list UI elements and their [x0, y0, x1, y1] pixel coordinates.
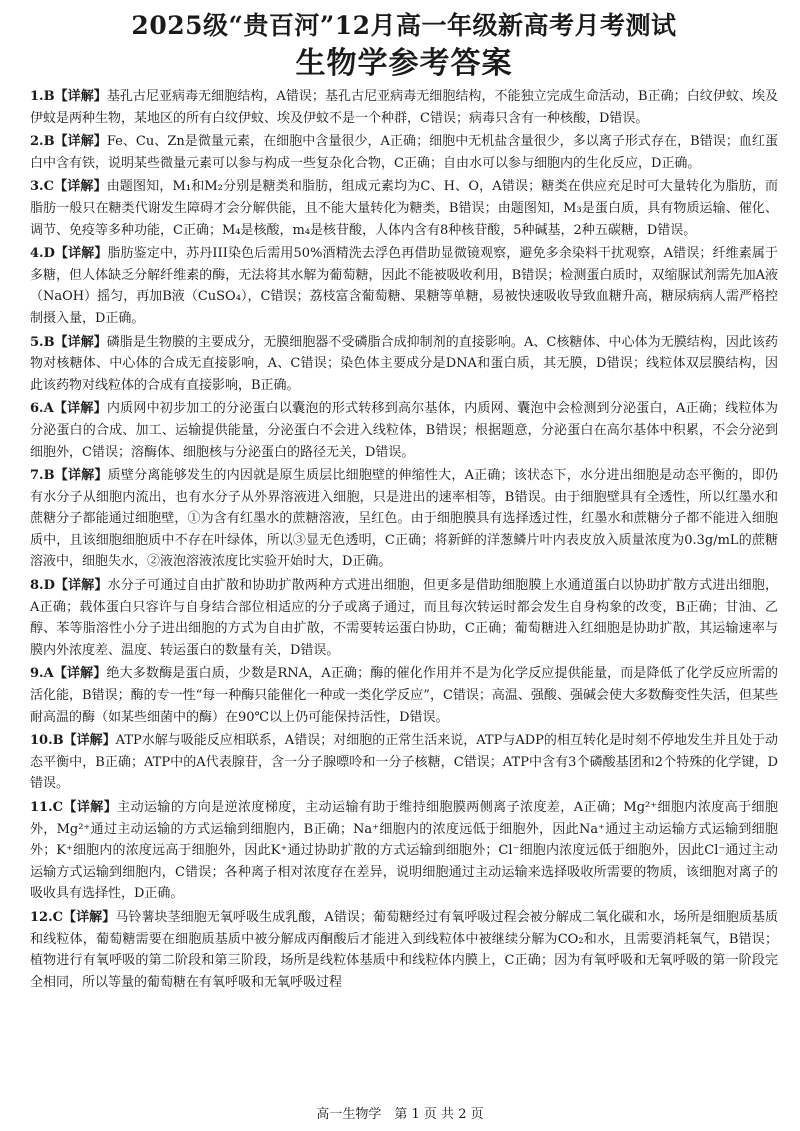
answer-item-6 [30, 398, 778, 463]
answer-item-5 [30, 332, 778, 397]
explanation-text: 主动运输的方向是逆浓度梯度，主动运输有助于维持细胞膜两侧离子浓度差，A正确；Mg²⁺细胞内浓度高于细胞外，Mg²⁺通过主动运输的方式运输到细胞内，B正确；Na⁺细胞内的浓度远低于细胞外，因此Na⁺通过主动运输方式运输到细胞外；K⁺细胞内的浓度远高于细胞外，因此K⁺通过协助扩散的方式运输到细胞外；Cl⁻细胞内浓度远低于细胞外，因此Cl⁻通过主动运输方式运输到细胞内，C错误；各种离子相对浓度存在差异，说明细胞通过主动运输来选择吸收所需要的物质，该细胞对离子的吸收具有选择性，D正确。 [30, 800, 778, 902]
explanation-tag: 【详解】 [62, 800, 118, 815]
explanation-text: 绝大多数酶是蛋白质，少数是RNA，A正确；酶的催化作用并不是为化学反应提供能量，而是降低了化学反应所需的活化能，B错误；酶的专一性“每一种酶只能催化一种或一类化学反应”，C错误；高温、强酸、强碱会使大多数酶变性失活，但某些耐高温的酶（如某些细菌中的酶）在90℃以上仍可能保持活性，D错误。 [30, 666, 778, 725]
explanation-text: 脂肪鉴定中，苏丹III染色后需用50%酒精洗去浮色再借助显微镜观察，避免多余染料干扰观察，A错误；纤维素属于多糖，但人体缺乏分解纤维素的酶，无法将其水解为葡萄糖，因此不能被吸收利用，B错误；检测蛋白质时，双缩脲试剂需先加A液（NaOH）摇匀，再加B液（CuSO₄），C错误；荔枝富含葡萄糖、果糖等单糖，易被快速吸收导致血糖升高，糖尿病病人需严格控制摄入量，D正确。 [30, 246, 778, 326]
explanation-text: 马铃薯块茎细胞无氧呼吸生成乳酸，A错误；葡萄糖经过有氧呼吸过程会被分解成二氧化碳和水，场所是细胞质基质和线粒体，葡萄糖需要在细胞质基质中被分解成丙酮酸后才能进入到线粒体中被继续分解为CO₂和水，且需要消耗氧气，B错误；植物进行有氧呼吸的第二阶段和第三阶段，场所是线粒体基质中和线粒体内膜上，C正确；因为有氧呼吸和无氧呼吸的第一阶段完全相同，所以等量的葡萄糖在有氧呼吸和无氧呼吸过程 [30, 909, 778, 990]
answer-number: 12. [30, 909, 53, 925]
answer-item-4 [30, 243, 778, 329]
explanation-text: 质壁分离能够发生的内因就是原生质层比细胞壁的伸缩性大，A正确；该状态下，水分进出细胞是动态平衡的，即仍有水分子从细胞内流出，也有水分子从外界溶液进入细胞，只是进出的速率相等，B错误。由于细胞壁具有全透性，所以红墨水和蔗糖分子都能通过细胞壁，①为含有红墨水的蔗糖溶液，呈红色。由于细胞膜具有选择透过性，红墨水和蔗糖分子都不能进入细胞质中，且该细胞细胞质中不存在叶绿体，所以③显无色透明，C正确；将新鲜的洋葱鳞片叶内表皮放入质量浓度为0.3g/mL的蔗糖溶液中，细胞失水，②液泡溶液浓度比实验开始时大，D正确。 [30, 468, 778, 570]
answer-choice: C [43, 179, 54, 195]
explanation-tag: 【详解】 [54, 246, 108, 262]
answer-number: 1. [30, 89, 44, 104]
answer-number: 4. [30, 246, 44, 262]
explanation-text: 由题图知，M₁和M₂分别是糖类和脂肪，组成元素均为C、H、O，A错误；糖类在供应充足时可大量转化为脂肪，而脂肪一般只在糖类代谢发生障碍才会分解供能，且不能大量转化为糖类，B错误；由题图知，M₃是蛋白质，具有物质运输、催化、调节、免疫等多种功能，C正确；M₄是核酸，m₄是核苷酸，人体内含有8种核苷酸，5种碱基，2种五碳糖，D错误。 [30, 179, 778, 238]
answer-number: 7. [30, 468, 44, 484]
explanation-text: 基孔古尼亚病毒无细胞结构，A错误；基孔古尼亚病毒无细胞结构，不能独立完成生命活动，B正确；白纹伊蚊、埃及伊蚊是两种生物，某地区的所有白纹伊蚊、埃及伊蚊不是一个种群，C错误；病毒只含有一种核酸，D错误。 [30, 89, 778, 126]
answer-number: 10. [30, 733, 53, 749]
answer-choice: B [43, 468, 55, 484]
answer-choice: D [43, 246, 55, 262]
answer-item-9 [30, 663, 778, 728]
answer-item-7 [30, 465, 778, 573]
explanation-tag: 【详解】 [53, 179, 107, 195]
answer-choice: B [43, 334, 55, 350]
answer-choice: B [52, 733, 64, 749]
answer-item-1 [30, 86, 778, 129]
answer-choice: B [43, 89, 55, 104]
explanation-tag: 【详解】 [53, 666, 107, 682]
exam-title: 2025级“贵百河”12月高一年级新高考月考测试 [131, 11, 677, 40]
answer-number: 6. [30, 401, 44, 417]
explanation-tag: 【详解】 [63, 733, 116, 749]
explanation-tag: 【详解】 [54, 89, 107, 104]
answer-list [30, 86, 778, 993]
answer-choice: A [43, 666, 54, 682]
answer-choice: B [43, 134, 55, 150]
explanation-tag: 【详解】 [54, 468, 108, 484]
answer-item-10 [30, 730, 778, 795]
explanation-text: Fe、Cu、Zn是微量元素，在细胞中含量很少，A正确；细胞中无机盐含量很少，多以离子形式存在，B错误；血红蛋白中含有铁，说明某些微量元素可以参与构成一些复杂化合物，C正确；自由水可以参与细胞内的生化反应，D正确。 [30, 134, 778, 171]
explanation-text: 内质网中初步加工的分泌蛋白以囊泡的形式转移到高尔基体，内质网、囊泡中会检测到分泌蛋白，A正确；线粒体为分泌蛋白的合成、加工、运输提供能量，分泌蛋白不会进入线粒体，B错误；根据题意，分泌蛋白在高尔基体中积累，不会分泌到细胞外，C错误；溶酶体、细胞核与分泌蛋白的路径无关，D错误。 [30, 401, 778, 460]
answer-number: 3. [30, 179, 44, 195]
explanation-text: ATP水解与吸能反应相联系，A错误；对细胞的正常生活来说，ATP与ADP的相互转化是时刻不停地发生并且处于动态平衡中，B正确；ATP中的A代表腺苷，含一分子腺嘌呤和一分子核糖，C错误；ATP中含有3个磷酸基团和2个特殊的化学键，D错误。 [30, 733, 778, 792]
answer-number: 2. [30, 134, 44, 150]
explanation-tag: 【详解】 [62, 909, 116, 925]
answer-item-2 [30, 131, 778, 174]
answer-choice: D [43, 578, 55, 594]
explanation-text: 磷脂是生物膜的主要成分，无膜细胞器不受磷脂合成抑制剂的直接影响。A、C核糖体、中心体为无膜结构，因此该药物对核糖体、中心体的合成无直接影响，A、C错误；染色体主要成分是DNA和蛋白质，其无膜，D错误；线粒体双层膜结构，因此该药物对线粒体的合成有直接影响，B正确。 [30, 334, 778, 393]
explanation-text: 水分子可通过自由扩散和协助扩散两种方式进出细胞，但更多是借助细胞膜上水通道蛋白以协助扩散方式进出细胞，A正确；载体蛋白只容许与自身结合部位相适应的分子或离子通过，而且每次转运时都会发生自身构象的改变，B正确；甘油、乙醇、苯等脂溶性小分子进出细胞的方式为自由扩散，不需要转运蛋白协助，C正确；葡萄糖进入红细胞是协助扩散，其运输速率与膜内外浓度差、温度、转运蛋白的数量有关，D错误。 [30, 578, 778, 658]
page-footer: 高一生物学 第 1 页 共 2 页 [316, 1107, 484, 1122]
answer-item-3 [30, 176, 778, 241]
explanation-tag: 【详解】 [54, 334, 107, 350]
answer-choice: A [43, 401, 54, 417]
explanation-tag: 【详解】 [54, 578, 108, 594]
answer-number: 11. [30, 800, 53, 815]
answer-number: 9. [30, 666, 44, 682]
answer-key-title: 生物学参考答案 [295, 46, 513, 81]
answer-item-12 [30, 907, 778, 993]
answer-choice: C [52, 909, 63, 925]
answer-choice: C [52, 800, 63, 815]
answer-number: 5. [30, 334, 44, 350]
answer-number: 8. [30, 578, 44, 594]
explanation-tag: 【详解】 [53, 401, 107, 417]
answer-item-11 [30, 797, 778, 905]
explanation-tag: 【详解】 [54, 134, 107, 150]
answer-item-8 [30, 575, 778, 661]
